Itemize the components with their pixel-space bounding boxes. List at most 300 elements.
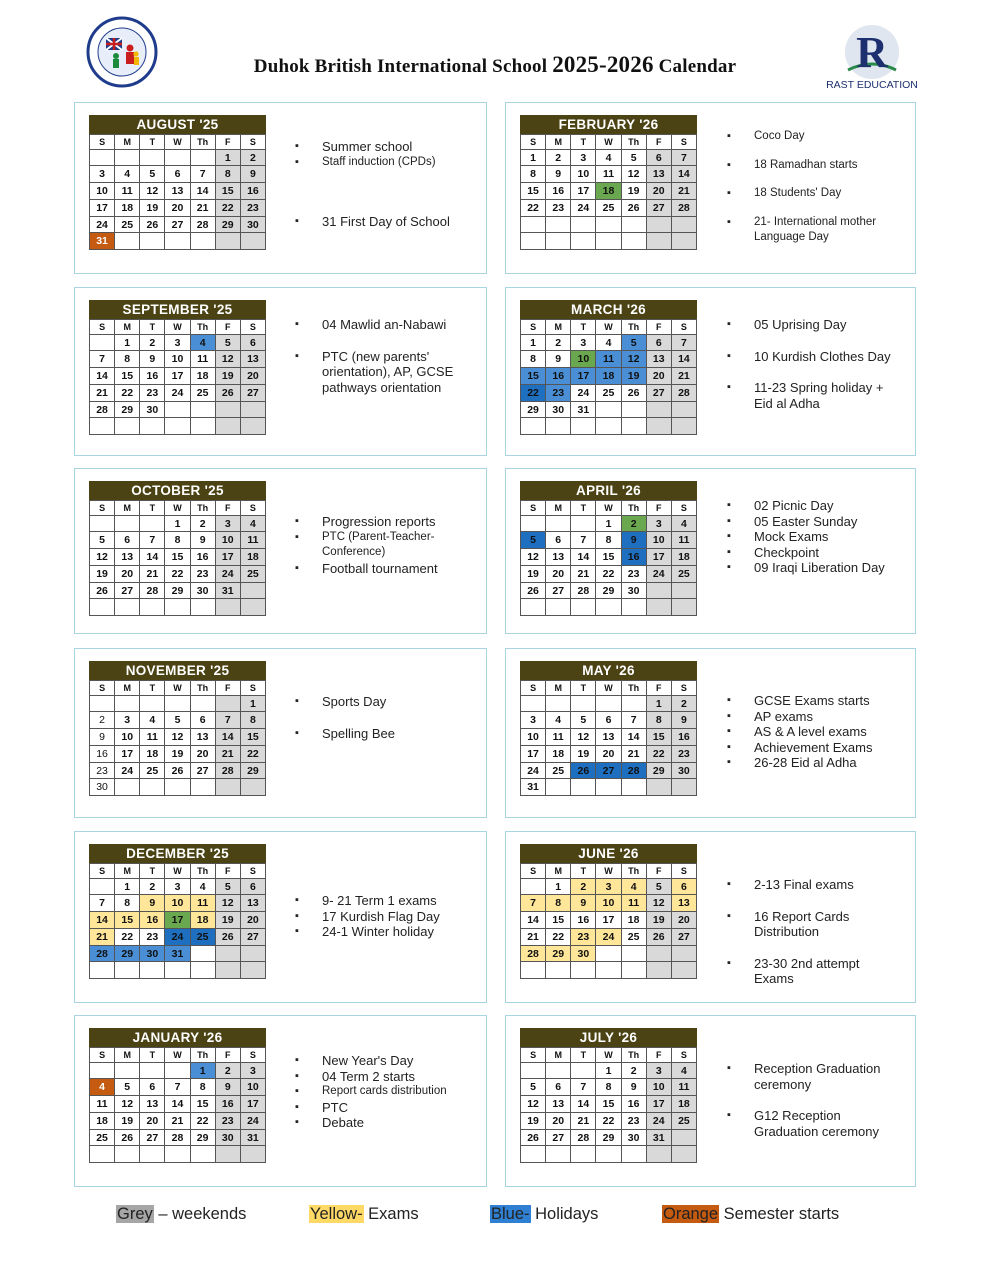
day-cell: 25 <box>115 217 140 234</box>
day-cell: 13 <box>115 549 140 566</box>
day-cell: 29 <box>521 402 546 419</box>
month-calendar <box>520 1028 697 1163</box>
day-cell: 12 <box>622 166 647 183</box>
day-cell: 19 <box>521 1113 546 1130</box>
day-cell: 21 <box>672 368 697 385</box>
day-cell: 6 <box>191 712 216 729</box>
empty-day-cell <box>115 779 140 796</box>
empty-day-cell <box>191 418 216 435</box>
day-cell: 4 <box>546 712 571 729</box>
day-cell: 31 <box>216 583 241 600</box>
month-day-grid <box>520 134 697 250</box>
event-item: ▪ 09 Iraqi Liberation Day <box>754 560 899 576</box>
weekday-header: S <box>521 135 546 150</box>
day-cell: 23 <box>622 1113 647 1130</box>
empty-day-cell <box>647 599 672 616</box>
event-item: ▪ Sports Day <box>322 694 462 710</box>
empty-day-cell <box>191 779 216 796</box>
month-events-list <box>322 139 462 230</box>
day-cell: 27 <box>241 385 266 402</box>
day-cell: 18 <box>596 368 621 385</box>
day-cell: 15 <box>596 549 621 566</box>
day-cell: 18 <box>672 1096 697 1113</box>
empty-day-cell <box>571 1146 596 1163</box>
empty-day-cell <box>571 696 596 713</box>
empty-day-cell <box>140 233 165 250</box>
empty-day-cell <box>571 217 596 234</box>
weekday-header: T <box>140 1048 165 1063</box>
event-item: ▪ 11-23 Spring holiday + Eid al Adha <box>754 380 899 411</box>
day-cell: 3 <box>647 516 672 533</box>
day-cell: 2 <box>191 516 216 533</box>
day-cell: 7 <box>140 532 165 549</box>
day-cell: 4 <box>596 335 621 352</box>
day-cell: 10 <box>241 1079 266 1096</box>
empty-day-cell <box>647 583 672 600</box>
day-cell: 15 <box>546 912 571 929</box>
day-cell: 16 <box>241 183 266 200</box>
day-cell: 30 <box>546 402 571 419</box>
weekday-header: S <box>90 501 115 516</box>
day-cell: 11 <box>241 532 266 549</box>
empty-day-cell <box>216 696 241 713</box>
day-cell: 11 <box>546 729 571 746</box>
day-cell: 27 <box>115 583 140 600</box>
day-cell: 6 <box>647 150 672 167</box>
day-cell: 2 <box>241 150 266 167</box>
empty-day-cell <box>90 696 115 713</box>
day-cell: 4 <box>191 335 216 352</box>
month-panel <box>74 831 487 1003</box>
legend-description: Semester starts <box>719 1205 840 1223</box>
day-cell: 8 <box>241 712 266 729</box>
day-cell: 28 <box>672 385 697 402</box>
weekday-header: W <box>165 864 190 879</box>
day-cell: 18 <box>622 912 647 929</box>
weekday-header: W <box>165 681 190 696</box>
day-cell: 4 <box>90 1079 115 1096</box>
empty-day-cell <box>241 418 266 435</box>
day-cell: 26 <box>115 1130 140 1147</box>
month-events-list <box>754 1061 899 1139</box>
empty-day-cell <box>165 599 190 616</box>
empty-day-cell <box>90 1146 115 1163</box>
day-cell: 5 <box>521 532 546 549</box>
empty-day-cell <box>647 418 672 435</box>
weekday-header: T <box>571 501 596 516</box>
empty-day-cell <box>647 217 672 234</box>
day-cell: 9 <box>140 351 165 368</box>
day-cell: 1 <box>521 335 546 352</box>
empty-day-cell <box>596 779 621 796</box>
month-panel <box>505 468 916 634</box>
empty-day-cell <box>622 418 647 435</box>
empty-day-cell <box>672 599 697 616</box>
day-cell: 17 <box>241 1096 266 1113</box>
weekday-header: M <box>546 681 571 696</box>
empty-day-cell <box>241 779 266 796</box>
day-cell: 24 <box>571 385 596 402</box>
month-events-list <box>322 317 462 395</box>
empty-day-cell <box>216 962 241 979</box>
title-suffix: Calendar <box>658 56 737 77</box>
weekday-header: S <box>90 681 115 696</box>
day-cell: 12 <box>115 1096 140 1113</box>
empty-day-cell <box>672 217 697 234</box>
empty-day-cell <box>571 516 596 533</box>
day-cell: 17 <box>216 549 241 566</box>
weekday-header: S <box>672 501 697 516</box>
day-cell: 10 <box>165 895 190 912</box>
day-cell: 3 <box>571 150 596 167</box>
day-cell: 1 <box>165 516 190 533</box>
day-cell: 28 <box>521 946 546 963</box>
weekday-header: Th <box>622 501 647 516</box>
empty-day-cell <box>672 402 697 419</box>
day-cell: 5 <box>90 532 115 549</box>
day-cell: 20 <box>596 746 621 763</box>
day-cell: 31 <box>90 233 115 250</box>
day-cell: 31 <box>241 1130 266 1147</box>
day-cell: 17 <box>90 200 115 217</box>
day-cell: 22 <box>596 566 621 583</box>
day-cell: 26 <box>165 763 190 780</box>
day-cell: 17 <box>165 912 190 929</box>
day-cell: 29 <box>216 217 241 234</box>
empty-day-cell <box>571 1063 596 1080</box>
weekday-header: W <box>165 135 190 150</box>
empty-day-cell <box>90 516 115 533</box>
weekday-header: M <box>115 501 140 516</box>
month-title: FEBRUARY '26 <box>520 115 697 134</box>
day-cell: 23 <box>216 1113 241 1130</box>
day-cell: 1 <box>596 1063 621 1080</box>
day-cell: 28 <box>90 402 115 419</box>
day-cell: 9 <box>546 166 571 183</box>
day-cell: 30 <box>191 583 216 600</box>
day-cell: 11 <box>672 1079 697 1096</box>
day-cell: 25 <box>241 566 266 583</box>
weekday-header: F <box>216 320 241 335</box>
day-cell: 17 <box>571 368 596 385</box>
day-cell: 19 <box>216 912 241 929</box>
day-cell: 15 <box>596 1096 621 1113</box>
day-cell: 26 <box>216 929 241 946</box>
day-cell: 13 <box>647 166 672 183</box>
day-cell: 14 <box>571 1096 596 1113</box>
month-title: AUGUST '25 <box>89 115 266 134</box>
title-year: 2025-2026 <box>552 52 654 77</box>
month-calendar <box>520 300 697 435</box>
event-item: ▪ Progression reports <box>322 514 462 530</box>
title-prefix: Duhok British International School <box>253 56 548 77</box>
empty-day-cell <box>90 418 115 435</box>
empty-day-cell <box>546 962 571 979</box>
day-cell: 4 <box>241 516 266 533</box>
day-cell: 21 <box>140 566 165 583</box>
day-cell: 16 <box>216 1096 241 1113</box>
weekday-header: S <box>90 1048 115 1063</box>
month-title: JANUARY '26 <box>89 1028 266 1047</box>
event-item: ▪ 04 Mawlid an-Nabawi <box>322 317 462 333</box>
weekday-header: S <box>241 135 266 150</box>
day-cell: 7 <box>571 532 596 549</box>
weekday-header: F <box>647 864 672 879</box>
empty-day-cell <box>90 962 115 979</box>
empty-day-cell <box>90 150 115 167</box>
day-cell: 18 <box>596 183 621 200</box>
day-cell: 9 <box>546 351 571 368</box>
month-events-list <box>754 877 899 987</box>
day-cell: 19 <box>90 566 115 583</box>
day-cell: 3 <box>90 166 115 183</box>
event-item: ▪ Spelling Bee <box>322 726 462 742</box>
month-day-grid <box>520 319 697 435</box>
empty-day-cell <box>115 516 140 533</box>
day-cell: 6 <box>647 335 672 352</box>
day-cell: 4 <box>622 879 647 896</box>
day-cell: 4 <box>140 712 165 729</box>
day-cell: 11 <box>140 729 165 746</box>
weekday-header: Th <box>191 1048 216 1063</box>
month-day-grid <box>89 1047 266 1163</box>
empty-day-cell <box>571 779 596 796</box>
day-cell: 10 <box>165 351 190 368</box>
weekday-header: M <box>115 320 140 335</box>
day-cell: 2 <box>140 335 165 352</box>
day-cell: 6 <box>546 1079 571 1096</box>
day-cell: 4 <box>191 879 216 896</box>
empty-day-cell <box>596 962 621 979</box>
empty-day-cell <box>241 1146 266 1163</box>
weekday-header: Th <box>622 681 647 696</box>
empty-day-cell <box>140 418 165 435</box>
empty-day-cell <box>546 599 571 616</box>
day-cell: 5 <box>647 879 672 896</box>
empty-day-cell <box>647 1146 672 1163</box>
weekday-header: F <box>216 501 241 516</box>
day-cell: 5 <box>216 335 241 352</box>
empty-day-cell <box>140 1063 165 1080</box>
day-cell: 30 <box>216 1130 241 1147</box>
day-cell: 8 <box>115 351 140 368</box>
day-cell: 23 <box>241 200 266 217</box>
day-cell: 26 <box>622 385 647 402</box>
empty-day-cell <box>521 233 546 250</box>
day-cell: 27 <box>596 763 621 780</box>
day-cell: 9 <box>140 895 165 912</box>
month-panel <box>74 648 487 818</box>
day-cell: 14 <box>622 729 647 746</box>
empty-day-cell <box>241 233 266 250</box>
day-cell: 14 <box>90 368 115 385</box>
day-cell: 5 <box>216 879 241 896</box>
day-cell: 30 <box>622 583 647 600</box>
weekday-header: S <box>521 501 546 516</box>
day-cell: 6 <box>546 532 571 549</box>
day-cell: 9 <box>241 166 266 183</box>
legend-swatch-label: Yellow- <box>310 1205 363 1223</box>
weekday-header: S <box>241 681 266 696</box>
month-day-grid <box>89 863 266 979</box>
empty-day-cell <box>622 696 647 713</box>
day-cell: 12 <box>140 183 165 200</box>
day-cell: 3 <box>216 516 241 533</box>
weekday-header: M <box>115 681 140 696</box>
day-cell: 19 <box>165 746 190 763</box>
day-cell: 7 <box>571 1079 596 1096</box>
day-cell: 17 <box>115 746 140 763</box>
empty-day-cell <box>546 1063 571 1080</box>
event-item: ▪ Report cards distribution <box>322 1084 462 1100</box>
day-cell: 13 <box>546 1096 571 1113</box>
day-cell: 13 <box>191 729 216 746</box>
day-cell: 20 <box>647 368 672 385</box>
legend-description: Holidays <box>530 1205 599 1223</box>
day-cell: 27 <box>546 1130 571 1147</box>
rast-logo-text: RAST EDUCATION <box>826 79 918 91</box>
month-day-grid <box>89 680 266 796</box>
day-cell: 2 <box>216 1063 241 1080</box>
day-cell: 20 <box>140 1113 165 1130</box>
day-cell: 14 <box>90 912 115 929</box>
day-cell: 12 <box>571 729 596 746</box>
day-cell: 12 <box>521 1096 546 1113</box>
weekday-header: M <box>546 320 571 335</box>
day-cell: 29 <box>115 946 140 963</box>
empty-day-cell <box>647 402 672 419</box>
day-cell: 14 <box>191 183 216 200</box>
event-item: ▪ Debate <box>322 1115 462 1131</box>
month-events-list <box>754 498 899 576</box>
day-cell: 15 <box>191 1096 216 1113</box>
month-panel <box>74 102 487 274</box>
event-item: ▪ PTC <box>322 1100 462 1116</box>
empty-day-cell <box>672 962 697 979</box>
day-cell: 15 <box>115 368 140 385</box>
day-cell: 12 <box>622 351 647 368</box>
empty-day-cell <box>90 599 115 616</box>
day-cell: 11 <box>90 1096 115 1113</box>
day-cell: 2 <box>140 879 165 896</box>
page-title <box>0 52 990 78</box>
day-cell: 27 <box>647 200 672 217</box>
day-cell: 13 <box>241 895 266 912</box>
month-panel <box>74 287 487 456</box>
month-day-grid <box>89 134 266 250</box>
day-cell: 1 <box>546 879 571 896</box>
month-calendar <box>520 661 697 796</box>
weekday-header: S <box>672 320 697 335</box>
event-item: ▪ Checkpoint <box>754 545 899 561</box>
empty-day-cell <box>241 962 266 979</box>
day-cell: 8 <box>191 1079 216 1096</box>
month-day-grid <box>89 319 266 435</box>
month-day-grid <box>520 500 697 616</box>
day-cell: 12 <box>216 895 241 912</box>
event-item: ▪ Football tournament <box>322 561 462 577</box>
day-cell: 28 <box>571 1130 596 1147</box>
day-cell: 3 <box>165 335 190 352</box>
event-item: ▪ 18 Students' Day <box>754 186 899 202</box>
empty-day-cell <box>546 516 571 533</box>
day-cell: 15 <box>115 912 140 929</box>
day-cell: 6 <box>241 879 266 896</box>
empty-day-cell <box>672 946 697 963</box>
day-cell: 20 <box>647 183 672 200</box>
month-events-list <box>322 893 462 940</box>
day-cell: 23 <box>546 385 571 402</box>
day-cell: 31 <box>647 1130 672 1147</box>
weekday-header: F <box>647 135 672 150</box>
day-cell: 15 <box>241 729 266 746</box>
day-cell: 18 <box>191 368 216 385</box>
empty-day-cell <box>165 402 190 419</box>
empty-day-cell <box>90 1063 115 1080</box>
day-cell: 23 <box>571 929 596 946</box>
month-calendar <box>89 844 266 979</box>
day-cell: 6 <box>165 166 190 183</box>
day-cell: 30 <box>241 217 266 234</box>
day-cell: 31 <box>165 946 190 963</box>
weekday-header: S <box>521 1048 546 1063</box>
legend-description: – weekends <box>153 1205 247 1223</box>
empty-day-cell <box>546 418 571 435</box>
day-cell: 23 <box>546 200 571 217</box>
day-cell: 13 <box>546 549 571 566</box>
day-cell: 24 <box>241 1113 266 1130</box>
day-cell: 19 <box>521 566 546 583</box>
day-cell: 11 <box>191 895 216 912</box>
day-cell: 26 <box>140 217 165 234</box>
day-cell: 8 <box>165 532 190 549</box>
day-cell: 24 <box>165 385 190 402</box>
empty-day-cell <box>241 583 266 600</box>
day-cell: 14 <box>672 166 697 183</box>
day-cell: 8 <box>596 1079 621 1096</box>
event-item: ▪ 04 Term 2 starts <box>322 1069 462 1085</box>
day-cell: 19 <box>622 183 647 200</box>
day-cell: 3 <box>521 712 546 729</box>
weekday-header: W <box>596 320 621 335</box>
day-cell: 22 <box>165 566 190 583</box>
event-item: ▪ PTC (Parent-Teacher-Conference) <box>322 530 462 561</box>
day-cell: 4 <box>672 1063 697 1080</box>
empty-day-cell <box>241 402 266 419</box>
empty-day-cell <box>596 946 621 963</box>
weekday-header: T <box>571 1048 596 1063</box>
month-title: SEPTEMBER '25 <box>89 300 266 319</box>
day-cell: 19 <box>647 912 672 929</box>
day-cell: 6 <box>140 1079 165 1096</box>
empty-day-cell <box>672 1146 697 1163</box>
day-cell: 17 <box>596 912 621 929</box>
day-cell: 27 <box>191 763 216 780</box>
empty-day-cell <box>596 599 621 616</box>
empty-day-cell <box>622 1146 647 1163</box>
day-cell: 7 <box>165 1079 190 1096</box>
empty-day-cell <box>140 599 165 616</box>
day-cell: 5 <box>571 712 596 729</box>
legend-swatch-label: Blue- <box>491 1205 530 1223</box>
day-cell: 20 <box>191 746 216 763</box>
day-cell: 3 <box>571 335 596 352</box>
empty-day-cell <box>165 696 190 713</box>
day-cell: 9 <box>216 1079 241 1096</box>
month-panel <box>505 831 916 1003</box>
weekday-header: W <box>165 1048 190 1063</box>
day-cell: 14 <box>216 729 241 746</box>
